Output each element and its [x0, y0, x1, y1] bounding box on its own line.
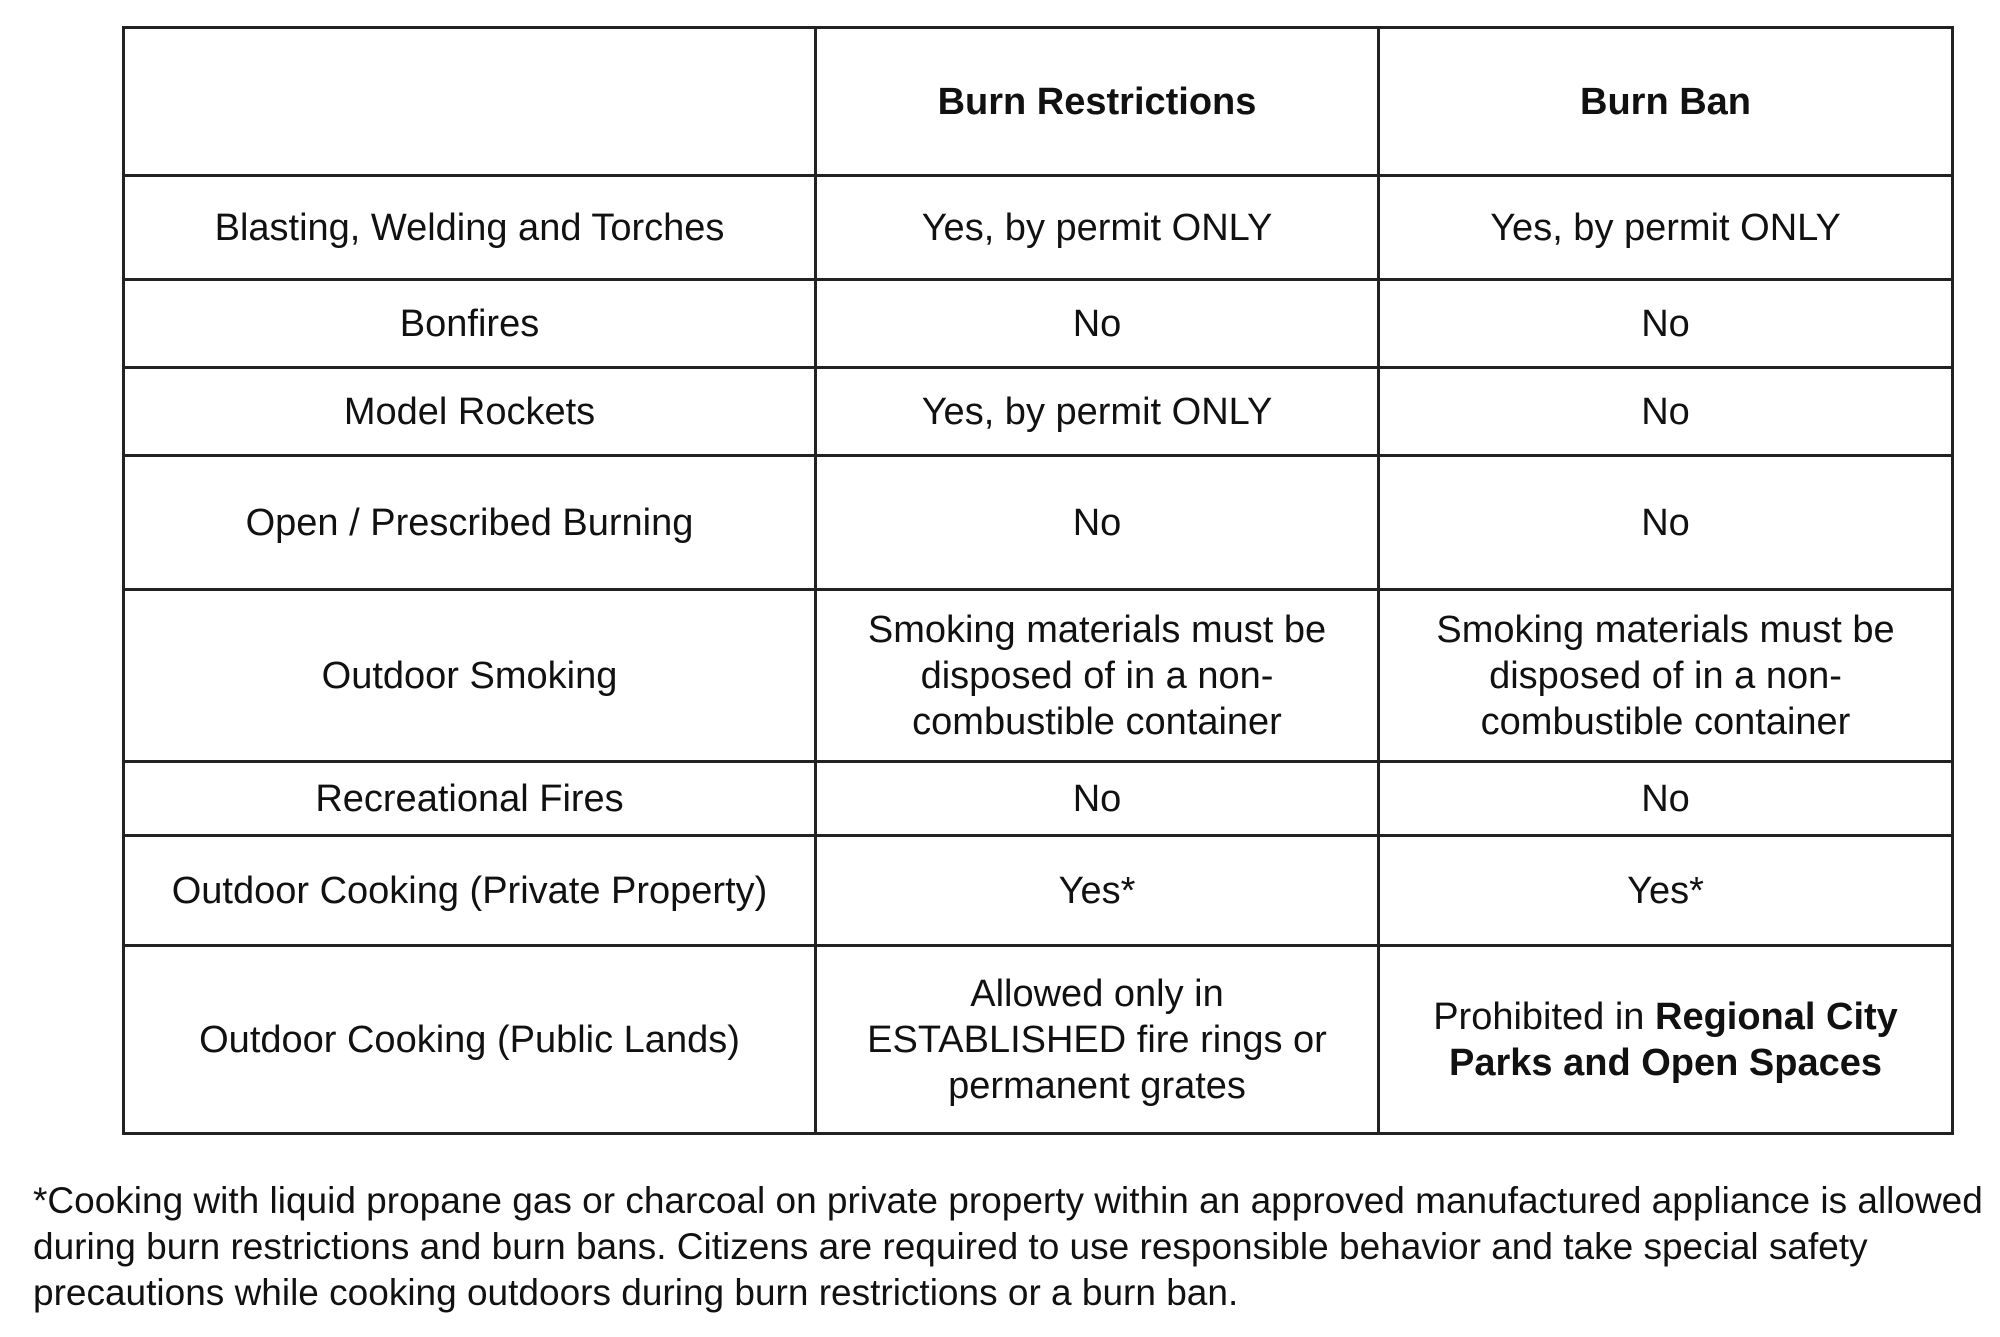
header-burn-restrictions: Burn Restrictions	[816, 28, 1379, 176]
activity-cell: Model Rockets	[124, 368, 816, 456]
ban-text-bold: Regional City Parks and Open Spaces	[1449, 995, 1898, 1084]
ban-cell: Yes*	[1379, 836, 1953, 946]
ban-cell: Smoking materials must be disposed of in a non-combustible container	[1379, 590, 1953, 762]
restrictions-cell: No	[816, 456, 1379, 590]
table-row	[124, 280, 1953, 368]
activity-cell: Open / Prescribed Burning	[124, 456, 816, 590]
table-row	[124, 456, 1953, 590]
restrictions-cell: No	[816, 762, 1379, 836]
activity-cell: Recreational Fires	[124, 762, 816, 836]
restrictions-cell: Yes, by permit ONLY	[816, 368, 1379, 456]
table-row	[124, 836, 1953, 946]
ban-text-prefix: Prohibited in	[1433, 995, 1655, 1038]
ban-cell: Yes, by permit ONLY	[1379, 176, 1953, 280]
burn-rules-table	[122, 26, 1954, 1135]
table-header-row	[124, 28, 1953, 176]
restrictions-cell: Yes, by permit ONLY	[816, 176, 1379, 280]
table-row	[124, 946, 1953, 1134]
ban-cell: No	[1379, 456, 1953, 590]
ban-cell: No	[1379, 280, 1953, 368]
ban-cell: No	[1379, 368, 1953, 456]
restrictions-cell: Yes*	[816, 836, 1379, 946]
activity-cell: Bonfires	[124, 280, 816, 368]
table-row	[124, 176, 1953, 280]
header-burn-ban: Burn Ban	[1379, 28, 1953, 176]
header-empty-cell	[124, 28, 816, 176]
activity-cell: Outdoor Cooking (Public Lands)	[124, 946, 816, 1134]
table-row	[124, 590, 1953, 762]
activity-cell: Blasting, Welding and Torches	[124, 176, 816, 280]
ban-cell	[1379, 946, 1953, 1134]
activity-cell: Outdoor Cooking (Private Property)	[124, 836, 816, 946]
table-row	[124, 762, 1953, 836]
table-row	[124, 368, 1953, 456]
restrictions-cell: Smoking materials must be disposed of in a non-combustible container	[816, 590, 1379, 762]
activity-cell: Outdoor Smoking	[124, 590, 816, 762]
ban-cell: No	[1379, 762, 1953, 836]
restrictions-cell: Allowed only in ESTABLISHED fire rings or permanent grates	[816, 946, 1379, 1134]
footnote: *Cooking with liquid propane gas or charcoal on private property within an approved manufactured appliance is allowed during burn restrictions and burn bans. Citizens are required to use responsible behavior and take special safety precautions while cooking outdoors during burn restrictions or a burn ban.	[33, 1180, 1983, 1313]
restrictions-cell: No	[816, 280, 1379, 368]
